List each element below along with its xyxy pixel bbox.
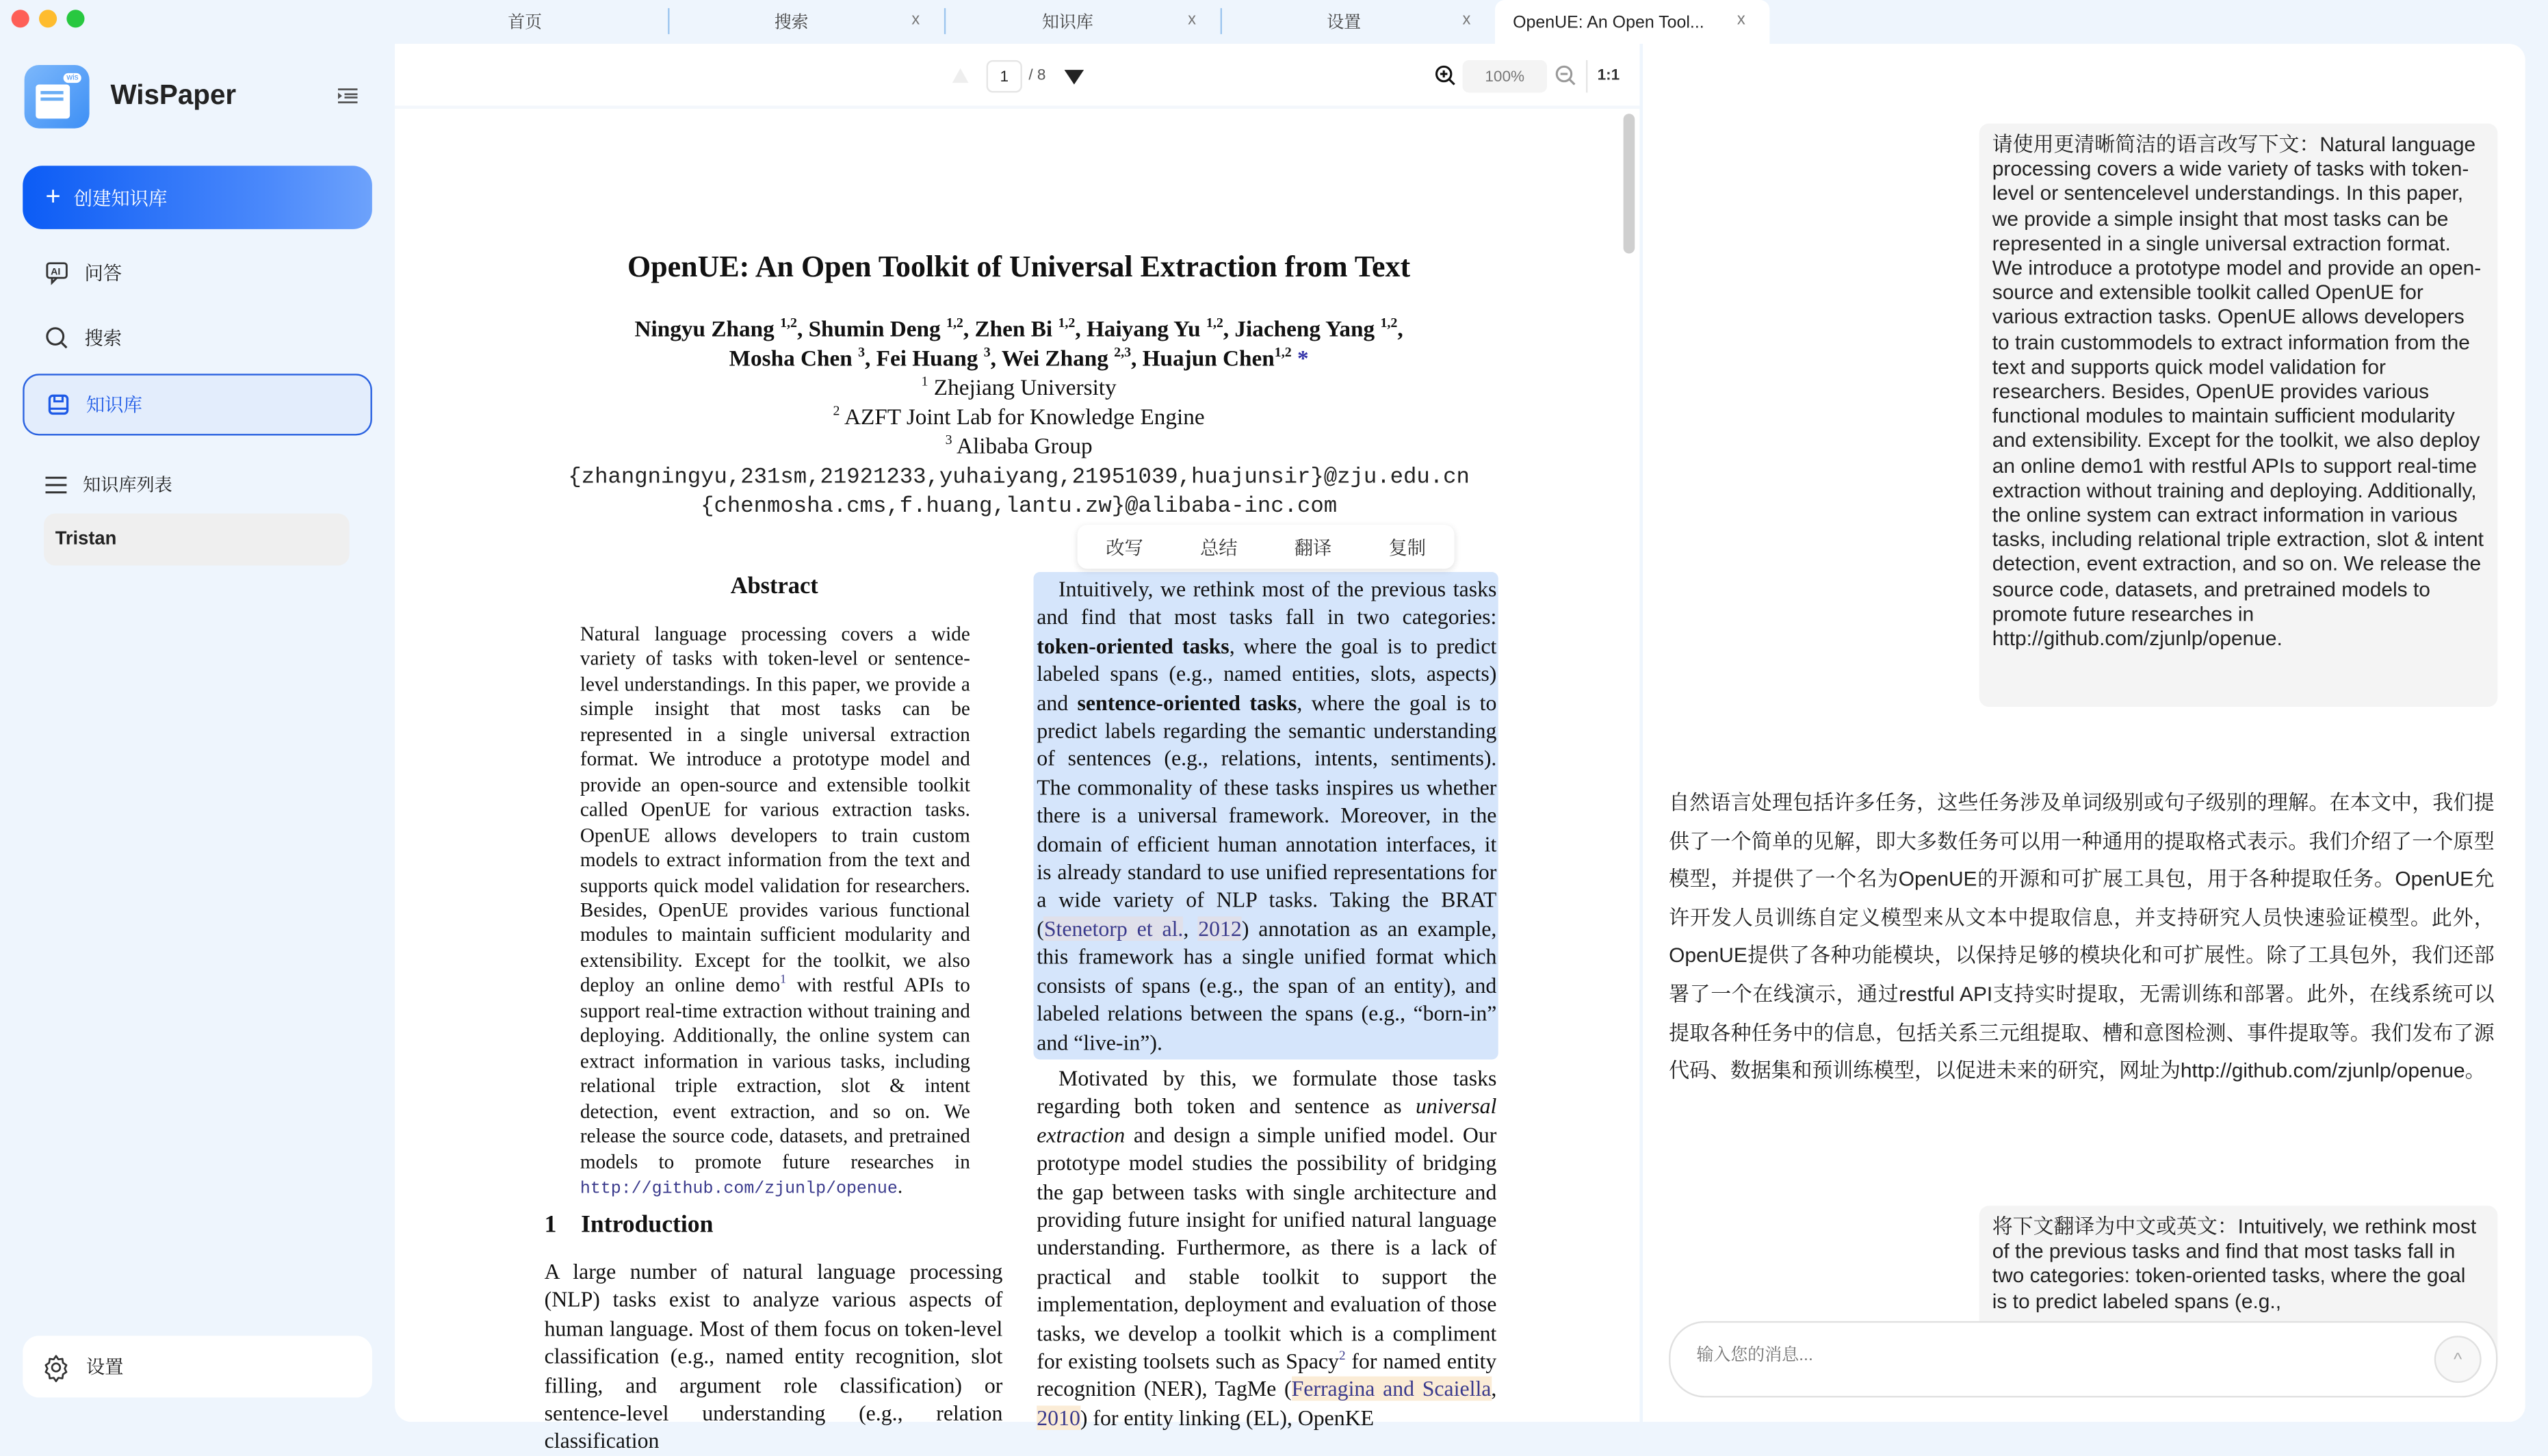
close-icon[interactable]: x <box>1188 11 1196 29</box>
logo-badge: wis <box>64 73 82 83</box>
tab-label: 首页 <box>508 13 543 33</box>
settings-button[interactable] <box>23 1336 372 1397</box>
ai-chat-icon <box>46 261 68 284</box>
message-input-field[interactable] <box>1697 1346 2412 1366</box>
tab-label: 搜索 <box>774 13 809 33</box>
section-title: Introduction <box>581 1212 714 1238</box>
selected-paragraph: Intuitively, we rethink most of the previous tasks and find that most tasks fall in two categories: token-oriented tasks, where the goal is to predict labeled spans (e.g., named entities, slots, aspects) and sentence-oriented tasks, where the goal is to predict labels regarding the semantic understanding of sentences (e.g., relations, intents, sentiments). The commonality of these tasks inspires us whether there is a universal framework. Moreover, in the domain of efficient human annotation interfaces, it is already standard to use unified representations for a wide variety of NLP tasks. Taking the BRAT (Stenetorp et al., 2012) annotation as an example, this framework has a single unified format which consists of spans (e.g., the span of an entity), and labeled relations between the spans (e.g., “born-in” and “live-in”). <box>1037 577 1497 1054</box>
affiliation: $^2$ AZFT Joint Lab for Knowledge Engine <box>833 403 1205 431</box>
maximize-window-button[interactable] <box>66 10 84 27</box>
intro-paragraph: A large number of natural language processing (NLP) tasks exist to analyze various aspects of human language. Most of them focus on token-level classification (e.g., named entity recognition, slot filling, and argument role classification) or sentence-level understanding (e.g., relation classification <box>544 1259 1003 1454</box>
selection-menu <box>1078 525 1455 569</box>
right-column-text <box>1037 1065 1496 1432</box>
pdf-scrollbar[interactable] <box>1624 114 1635 253</box>
selected-text[interactable] <box>1037 575 1496 1056</box>
tab-document-active[interactable] <box>1495 0 1769 44</box>
page-number: 1 <box>1000 67 1009 86</box>
close-icon[interactable]: x <box>1737 11 1745 29</box>
intro-heading <box>545 1212 714 1240</box>
app-name: WisPaper <box>110 79 237 111</box>
kb-list-item[interactable] <box>44 514 350 566</box>
sidebar-item-qa[interactable] <box>23 242 372 304</box>
intro-text <box>545 1258 1003 1455</box>
sidebar-item-label: 知识库 <box>86 396 142 416</box>
plus-icon: + <box>45 183 61 211</box>
zoom-level[interactable] <box>1463 60 1548 93</box>
app-logo <box>25 65 90 129</box>
abstract-heading: Abstract <box>730 573 818 600</box>
section-number: 1 <box>544 1212 557 1238</box>
close-window-button[interactable] <box>12 10 29 27</box>
assistant-message <box>1669 785 2495 1091</box>
tab-search[interactable] <box>670 0 913 44</box>
collapse-sidebar-icon[interactable] <box>338 88 358 104</box>
tab-label: OpenUE: An Open Tool... <box>1513 12 1704 32</box>
next-page-button[interactable] <box>1065 70 1084 84</box>
authors-line: Ningyu Zhang $^{1,2}$, Shumin Deng $^{1,2}$, Zhen Bi $^{1,2}$, Haiyang Yu $^{1,2}$, Jiacheng Yang $^{1,2}$, <box>634 315 1403 343</box>
sidebar-item-label: 搜索 <box>84 330 122 350</box>
minimize-window-button[interactable] <box>39 10 57 27</box>
create-label: 创建知识库 <box>73 189 168 209</box>
tab-knowledge-base[interactable] <box>946 0 1189 44</box>
pdf-viewer <box>395 44 1639 1454</box>
gear-icon <box>42 1353 70 1380</box>
zoom-in-icon[interactable] <box>1435 65 1456 86</box>
svg-text:AI: AI <box>51 266 61 278</box>
paper-affiliations <box>395 376 1643 463</box>
create-knowledge-base-button[interactable] <box>23 166 372 229</box>
rewrite-button[interactable]: 改写 <box>1106 538 1143 558</box>
tab-label: 设置 <box>1327 13 1362 33</box>
paper-title: OpenUE: An Open Toolkit of Universal Extraction from Text <box>627 252 1411 285</box>
user-message <box>1979 124 2498 707</box>
message-input[interactable] <box>1669 1321 2497 1398</box>
message-text: 将下文翻译为中文或英文：Intuitively, we rethink most of the previous tasks and find that most tasks fall in two categories: token-oriented tasks, where the goal is to predict labeled spans (e.g., <box>1992 1215 2477 1313</box>
abstract-text <box>580 623 970 1204</box>
send-button[interactable] <box>2434 1336 2482 1383</box>
translate-button[interactable]: 翻译 <box>1294 538 1332 558</box>
zoom-value: 100% <box>1485 67 1525 86</box>
page-number-input[interactable] <box>987 60 1022 93</box>
summarize-button[interactable]: 总结 <box>1199 538 1238 558</box>
email-line: {chenmosha.cms,f.huang,lantu.zw}@alibaba-inc.com <box>701 495 1338 520</box>
close-icon[interactable]: x <box>911 11 920 29</box>
paper-emails <box>395 465 1643 523</box>
affiliation: $^3$ Alibaba Group <box>945 432 1093 460</box>
knowledge-base-icon <box>47 393 70 416</box>
email-line: {zhangningyu,231sm,21921233,yuhaiyang,21951039,huajunsir}@zju.edu.cn <box>568 466 1470 491</box>
copy-button[interactable]: 复制 <box>1388 538 1427 558</box>
tab-settings[interactable] <box>1222 0 1466 44</box>
kb-name: Tristan <box>55 530 117 549</box>
sidebar-item-search[interactable] <box>23 307 372 369</box>
list-title: 知识库列表 <box>83 476 172 496</box>
knowledge-base-list-header <box>23 454 372 515</box>
toolbar-divider <box>1586 60 1587 93</box>
chat-messages <box>1643 44 2525 1313</box>
arrow-up-icon: ^ <box>2454 1349 2462 1369</box>
total-pages: / 8 <box>1028 66 1046 85</box>
settings-label: 设置 <box>86 1358 124 1378</box>
tab-home[interactable] <box>406 0 644 44</box>
sidebar-item-label: 问答 <box>84 265 122 285</box>
authors-line: Mosha Chen $^3$, Fei Huang $^3$, Wei Zhang $^{2,3}$, Huajun Chen$^{1,2}$ * <box>729 345 1309 372</box>
paper-authors <box>395 317 1643 376</box>
motivation-paragraph: Motivated by this, we formulate those tasks regarding both token and sentence as universal extraction and design a simple unified model. Our prototype model studies the possibility of bridging the gap between tasks with single architecture and providing future insight for unified natural language understanding. Furthermore, as there is a lack of practical and stable toolkit to support the implementation, deployment and evaluation of those tasks, we develop a toolkit which is a compliment for existing toolsets such as Spacy$^2$ for named entity recognition (NER), TagMe (Ferragina and Scaiella, 2010) for entity linking (EL), OpenKE <box>1037 1066 1497 1430</box>
actual-size-button[interactable]: 1:1 <box>1597 66 1620 85</box>
chat-panel <box>1643 44 2525 1422</box>
zoom-out-icon[interactable] <box>1555 65 1576 86</box>
abstract-paragraph: Natural language processing covers a wide variety of tasks with token-level or sentence-level understandings. In this paper, we provide a simple insight that most tasks can be represented in a single universal extraction format. We introduce a prototype model and provide an open-source and extensible toolkit called OpenUE for various extraction tasks. OpenUE allows developers to train custom models to extract information from the text and supports quick model validation for researchers. Besides, OpenUE provides various functional modules to maintain sufficient modularity and extensibility. Except for the toolkit, we also deploy an online demo$^1$ with restful APIs to support real-time extraction without training and deploying. Additionally, the online system can extract information in various tasks, including relational triple extraction, slot & intent detection, event extraction, and so on. We release the source code, datasets, and pretrained models to promote future researches in http://github.com/zjunlp/openue. <box>580 622 970 1199</box>
close-icon[interactable]: x <box>1462 11 1471 29</box>
message-text: 请使用更清晰简洁的语言改写下文：Natural language processing covers a wide variety of tasks with token-level or sentencelevel understandings. In this paper, we provide a simple insight that most tasks can be represented in a single universal extraction format. We introduce a prototype model and provide an open-source and extensible toolkit called OpenUE for various extraction tasks. OpenUE allows developers to train custommodels to extract information from the text and supports quick model validation for researchers. Besides, OpenUE provides various functional modules to maintain sufficient modularity and extensibility. Except for the toolkit, we also deploy an online demo1 with restful APIs to support real-time extraction without training and deploying. Additionally, the online system can extract information in various tasks, including relational triple extraction, slot & intent detection, event extraction, and so on. We release the source code, datasets, and pretrained models to promote future researches in http://github.com/zjunlp/openue. <box>1992 133 2484 651</box>
sidebar-item-knowledge-base[interactable] <box>23 374 372 435</box>
pdf-toolbar <box>395 44 1639 109</box>
tab-label: 知识库 <box>1041 13 1093 33</box>
list-icon <box>46 476 67 493</box>
affiliation: $^1$ Zhejiang University <box>921 374 1117 402</box>
search-icon <box>46 326 68 349</box>
message-text: 自然语言处理包括许多任务，这些任务涉及单词级别或句子级别的理解。在本文中，我们提供了一个简单的见解，即大多数任务可以用一种通用的提取格式表示。我们介绍了一个原型模型，并提供了一个名为OpenUE的开源和可扩展工具包，用于各种提取任务。OpenUE允许开发人员训练自定义模型来从文本中提取信息，并支持研究人员快速验证模型。此外，OpenUE提供了各种功能模块，以保持足够的模块化和可扩展性。除了工具包外，我们还部署了一个在线演示，通过restful API支持实时提取，无需训练和部署。此外，在线系统可以提取各种任务中的信息，包括关系三元组提取、槽和意图检测、事件提取等。我们发布了源代码、数据集和预训练模型，以促进未来的研究，网址为http://github.com/zjunlp/openue。 <box>1669 791 2495 1083</box>
prev-page-button[interactable] <box>952 68 969 83</box>
